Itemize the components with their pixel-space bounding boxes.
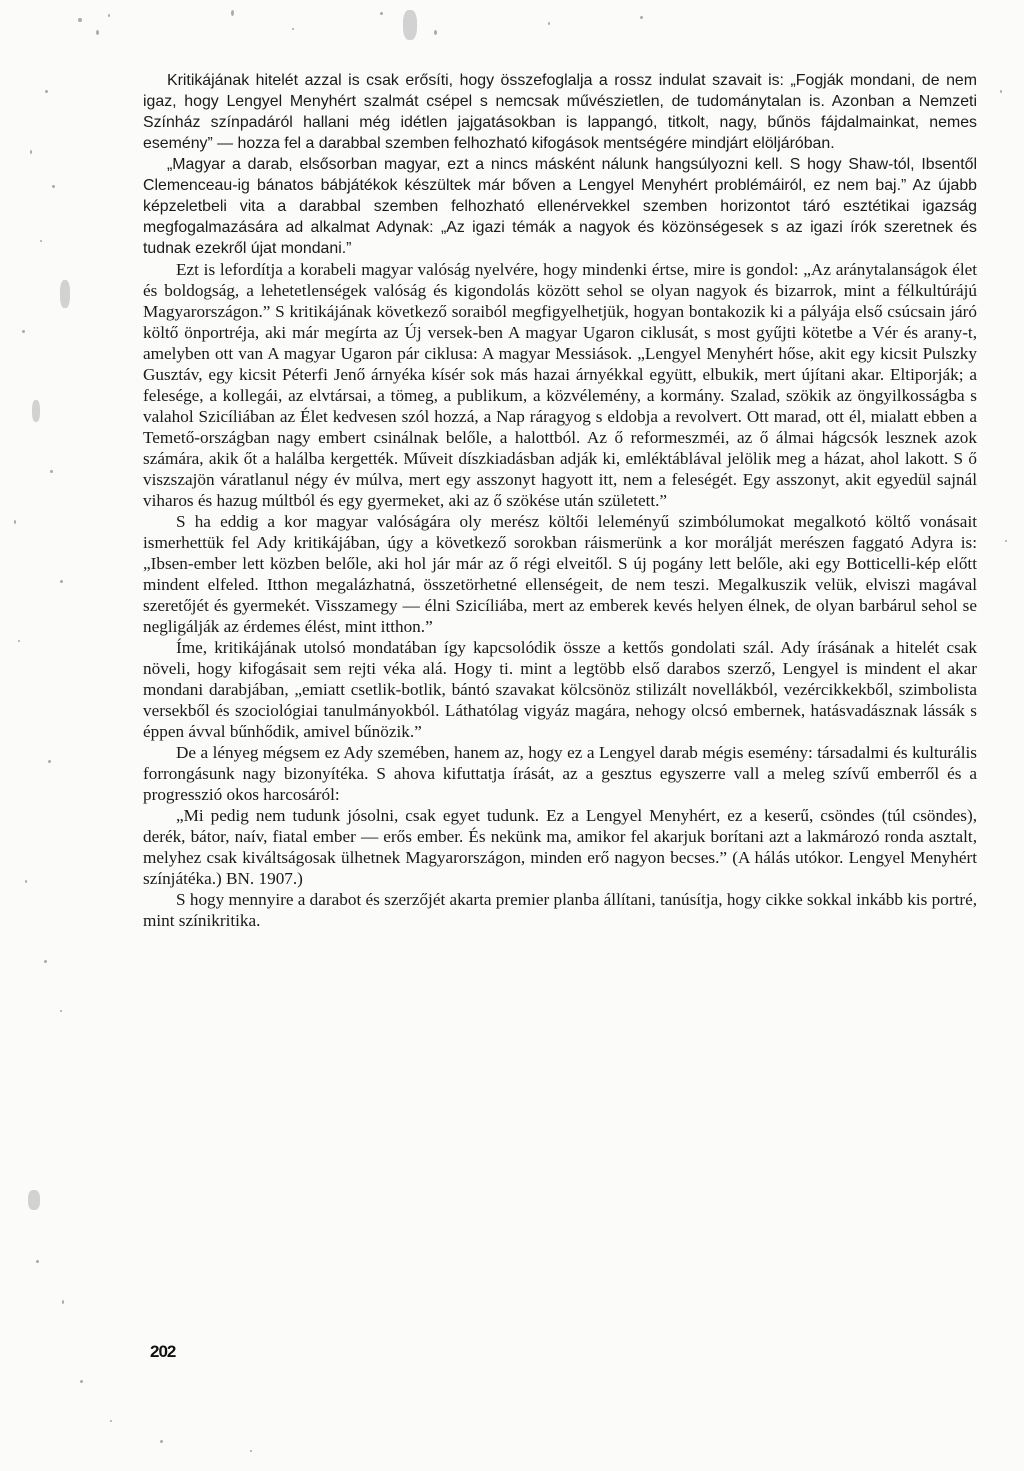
- paragraph-7: „Mi pedig nem tudunk jósolni, csak egyet tudunk. Ez a Lengyel Menyhért, ez a keserű, csöndes (túl csöndes), derék, bátor, naív, fiatal ember — erős ember. És nekünk ma, amikor fel akarjuk borítani azt a lakmározó ronda asztalt, melyhez csak kiváltságosak ülhetnek Magyarországon, minden erő nagyon becses.” (A hálás utókor. Lengyel Menyhért színjátéka.) BN. 1907.): [143, 806, 977, 888]
- paragraph-2: „Magyar a darab, elsősorban magyar, ezt a nincs másként nálunk hangsúlyozni kell. S hogy Shaw-tól, Ibsentől Clemenceau-ig bánatos bábjátékok készültek már bőven a Lengyel Menyhért problémáiról, ez nem baj.” Az újabb képzeletbeli vita a darabbal szemben felhozható ellenérvekkel szemben horizontot táró esztétikai igazság megfogalmazására ad alkalmat Adynak: „Az igazi témák a nagyok és közönségesek s az igazi írók szeretnek és tudnak ezekről újat mondani.”: [143, 156, 977, 257]
- paragraph-4: S ha eddig a kor magyar valóságára oly merész költői leleményű szimbólumokat megalkotó költő vonásait ismerhettük fel Ady kritikájában, úgy a következő sorokban ráismerünk a kor morálját merészen faggató Adyra is: „Ibsen-ember lett közben belőle, aki hol jár már az ő régi elveitől. S új pogány lett belőle, aki egy Botticelli-kép előtt mindent elfeled. Itthon megalázhatná, összetörhetné ellenségeit, de nem teszi. Megalkuszik velük, elviszi magával szeretőjét és gyermekét. Visszamegy — élni Szicíliába, mert az emberek kevés helyen élnek, de olyan barbárul sehol se negligálják az érdemes élést, mint itthon.”: [143, 512, 977, 636]
- paragraph-3: Ezt is lefordítja a korabeli magyar valóság nyelvére, hogy mindenki értse, mire is gondol: „Az aránytalanságok élet és boldogság, a lehetetlenségek valóság és kigondolás között sehol se olyan nagyok és bizarrok, mint a félkultúrájú Magyarországon.” S kritikájának következő soraiból megfigyelhetjük, hogyan bontakozik ki a pályája első csúcsain járó költő önportréja, aki már megírta az Új versek-ben A magyar Ugaron ciklusát, s most gyűjti kötetbe a Vér és arany-t, amelyben ott van A magyar Ugaron pár ciklusa: A magyar Messiások. „Lengyel Menyhért hőse, akit egy kicsit Pulszky Gusztáv, egy kicsit Péterfi Jenő árnyéka kísér sok más hazai árnyékkal együtt, elbukik, mert újítani akar. Eltiporják; a felesége, a kollegái, az elvtársai, a tömeg, a publikum, a közvélemény, a kormány. Szalad, szökik az öngyilkosságba s valahol Szicíliában az Élet kedvesen szól hozzá, a Nap ráragyog s eldobja a revolvert. Ott marad, ott él, mialatt ebben a Temető-országban nagy embert csinálnak belőle, a halottból. Az ő reformeszméi, az ő álmai hágcsók lesznek azok számára, akik őt a halálba kergették. Műveit díszkiadásban adják ki, emléktáblával jelölik meg a házat, ahol lakott. S ő viszszajön váratlanul négy év múlva, mert egy asszonyt hagyott itt, nem a feleségét. Egy asszonyt, akit egyedül sajnál viharos és hazug múltból és egy gyermeket, aki az ő szökése után született.”: [143, 260, 977, 510]
- paragraph-5: Íme, kritikájának utolsó mondatában így kapcsolódik össze a kettős gondolati szál. Ady írásának a hitelét csak növeli, hogy kifogásait sem rejti véka alá. Hogy ti. mint a legtöbb első darabos szerző, Lengyel is mindent el akar mondani darabjában, „emiatt csetlik-botlik, bántó szavakat kölcsönöz stilizált novellákból, vezércikkekből, szimbolista versekből és szociológiai tanulmányokból. Láthatólag vigyáz magára, nehogy olcsó embernek, hatásvadásznak lássák s éppen ávval bűnhődik, amivel bűnözik.”: [143, 638, 977, 741]
- paragraph-8: S hogy mennyire a darabot és szerzőjét akarta premier planba állítani, tanúsítja, hogy cikke sokkal inkább kis portré, mint színikritika.: [143, 890, 977, 930]
- paragraph-6: De a lényeg mégsem ez Ady szemében, hanem az, hogy ez a Lengyel darab mégis esemény: társadalmi és kulturális forrongásunk nagy bizonyítéka. S ahova kifuttatja írását, az a gesztus egyszerre vall a meleg szívű emberről és a progresszió okos harcosáról:: [143, 743, 977, 804]
- paragraph-1: Kritikájának hitelét azzal is csak erősíti, hogy összefoglalja a rossz indulat szavait is: „Fogják mondani, de nem igaz, hogy Lengyel Menyhért szalmát csépel s nemcsak művészietlen, de tudománytalan is. Azonban a Nemzeti Színház színpadáról hallani még idétlen jajgatásokban is lappangó, titkolt, nagy, bűnös fájdalmainkat, nemes esemény” — hozza fel a darabbal szemben felhozható kifogások mentségére mindjárt elöljáróban.: [143, 72, 977, 152]
- page-number: 202: [150, 1342, 176, 1361]
- article-body: [143, 70, 977, 931]
